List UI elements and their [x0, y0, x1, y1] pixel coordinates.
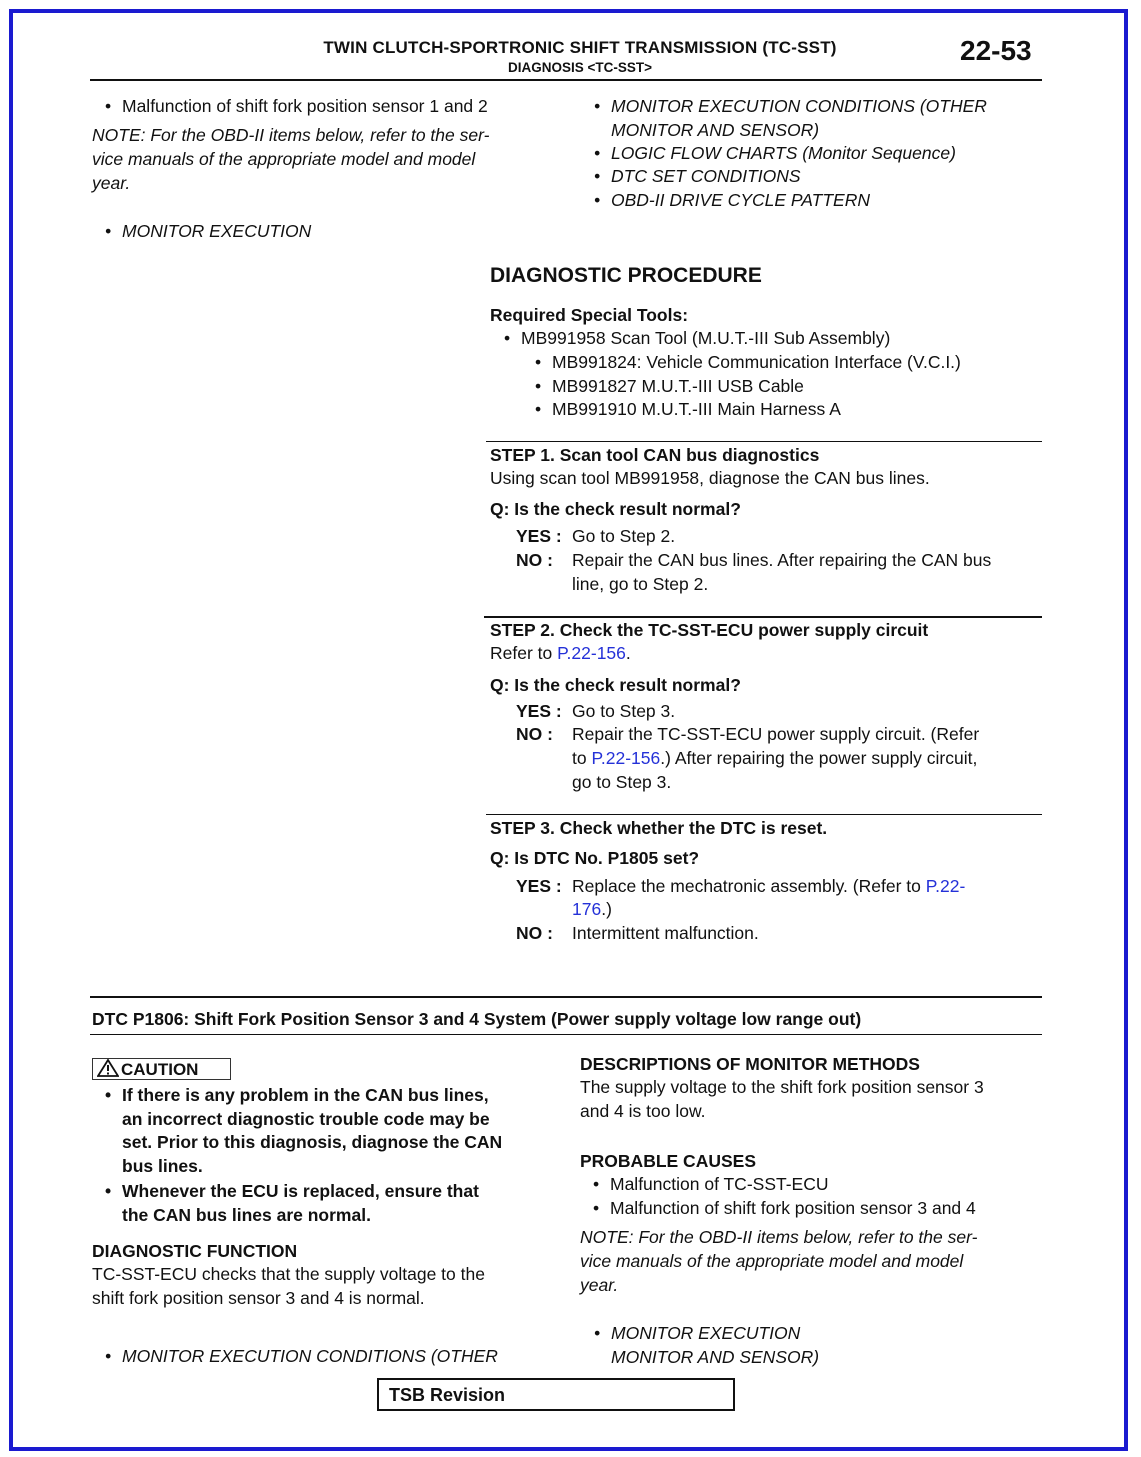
step1-no-label: NO :: [516, 550, 553, 570]
page-number: 22-53: [960, 35, 1032, 66]
link-p22-176-cont[interactable]: 176: [572, 899, 602, 919]
note-line: year.: [92, 173, 131, 193]
no-prefix: to: [572, 748, 592, 768]
caution-bullet-ecu: [122, 1180, 479, 1227]
step1-rule: [486, 441, 1042, 442]
cause-sensor-3-4: • Malfunction of shift fork position sensor 3 and 4: [610, 1197, 976, 1221]
caution-line: an incorrect diagnostic trouble code may be: [122, 1108, 490, 1129]
bullet-monitor-execution-bottom: [611, 1322, 819, 1369]
header-subtitle: DIAGNOSIS <TC-SST>: [507, 60, 653, 75]
bullet-dtc-set: • DTC SET CONDITIONS: [611, 165, 801, 189]
step1-question: Q: Is the check result normal?: [490, 499, 741, 519]
yes-suffix: .): [601, 899, 612, 919]
step3-no-label: NO :: [516, 923, 553, 943]
step3-no-text: Intermittent malfunction.: [572, 923, 759, 943]
note-line: year.: [580, 1275, 619, 1295]
note-line: vice manuals of the appropriate model and model: [92, 149, 476, 169]
step3-yes-line: [572, 875, 965, 899]
bullet-drive-cycle: • OBD-II DRIVE CYCLE PATTERN: [611, 189, 870, 213]
diag-function-heading: DIAGNOSTIC FUNCTION: [92, 1241, 298, 1261]
no-suffix: .) After repairing the power supply circuit,: [660, 748, 978, 768]
dtc-title: DTC P1806: Shift Fork Position Sensor 3 and 4 System (Power supply voltage low range out): [92, 1009, 862, 1029]
bullet-line: • MONITOR EXECUTION CONDITIONS (OTHER: [611, 96, 987, 116]
step2-refer: [490, 642, 631, 666]
bullet-line: MONITOR AND SENSOR): [611, 119, 820, 140]
yes-prefix: Replace the mechatronic assembly. (Refer to: [572, 876, 926, 896]
link-p22-176[interactable]: P.22-: [925, 876, 966, 896]
step2-no-label: NO :: [516, 724, 553, 744]
header-rule: [90, 79, 1042, 81]
bullet-sensor-1-2: • Malfunction of shift fork position sensor 1 and 2: [122, 95, 488, 119]
step2-no-line: Repair the TC-SST-ECU power supply circuit. (Refer: [572, 724, 980, 744]
caution-line: the CAN bus lines are normal.: [122, 1204, 371, 1225]
caution-line: bus lines.: [122, 1155, 203, 1176]
bullet-monitor-conditions-bottom: • MONITOR EXECUTION CONDITIONS (OTHER: [122, 1345, 498, 1369]
descriptions-line: The supply voltage to the shift fork position sensor 3: [580, 1077, 984, 1097]
step1-text: Using scan tool MB991958, diagnose the CAN bus lines.: [490, 468, 930, 488]
bullet-monitor-conditions: [611, 95, 987, 142]
step2-yes-label: YES :: [516, 701, 562, 721]
dtc-rule-top: [90, 996, 1042, 998]
caution-line: • If there is any problem in the CAN bus lines,: [122, 1085, 489, 1105]
step2-question: Q: Is the check result normal?: [490, 675, 741, 695]
caution-label: [92, 1058, 231, 1080]
warning-triangle-icon: [97, 1059, 119, 1077]
tsb-revision-box: TSB Revision: [377, 1378, 735, 1411]
step3-rule: [486, 814, 1042, 815]
step2-no-line: go to Step 3.: [572, 772, 672, 792]
caution-text: CAUTION: [121, 1060, 199, 1079]
step2-rule: [484, 616, 1042, 618]
note-line: vice manuals of the appropriate model and model: [580, 1251, 964, 1271]
step3-question: Q: Is DTC No. P1805 set?: [490, 848, 700, 868]
bullet-monitor-execution: • MONITOR EXECUTION: [122, 220, 311, 244]
step2-title: STEP 2. Check the TC-SST-ECU power supply circuit: [490, 620, 929, 640]
caution-line: set. Prior to this diagnosis, diagnose the CAN: [122, 1132, 503, 1152]
dtc-rule-bottom: [90, 1034, 1042, 1035]
caution-bullet-can: [122, 1084, 502, 1178]
step3-yes-label: YES :: [516, 876, 562, 896]
step2-no-line: [572, 747, 977, 771]
bullet-logic-flow: • LOGIC FLOW CHARTS (Monitor Sequence): [611, 142, 956, 166]
tool-scan-tool: • MB991958 Scan Tool (M.U.T.-III Sub Assembly): [521, 327, 890, 351]
diag-function-line: shift fork position sensor 3 and 4 is normal.: [92, 1288, 425, 1308]
procedure-heading: DIAGNOSTIC PROCEDURE: [490, 264, 762, 287]
caution-line: • Whenever the ECU is replaced, ensure that: [122, 1181, 479, 1201]
step1-yes-label: YES :: [516, 526, 562, 546]
step1-title: STEP 1. Scan tool CAN bus diagnostics: [490, 445, 820, 465]
step1-no-line: line, go to Step 2.: [572, 574, 709, 594]
tool-usb-cable: • MB991827 M.U.T.-III USB Cable: [552, 375, 804, 399]
step1-no-line: Repair the CAN bus lines. After repairing the CAN bus: [572, 550, 992, 570]
bullet-line: • MONITOR EXECUTION: [611, 1323, 801, 1343]
cause-ecu: • Malfunction of TC-SST-ECU: [610, 1173, 829, 1197]
bullet-line: MONITOR AND SENSOR): [611, 1346, 820, 1367]
link-p22-156[interactable]: P.22-156: [557, 643, 626, 663]
refer-suffix: .: [625, 643, 631, 663]
descriptions-heading: DESCRIPTIONS OF MONITOR METHODS: [580, 1054, 920, 1074]
step2-yes-text: Go to Step 3.: [572, 701, 676, 721]
note-line: NOTE: For the OBD-II items below, refer to the ser-: [92, 125, 490, 145]
descriptions-line: and 4 is too low.: [580, 1101, 706, 1121]
note-line: NOTE: For the OBD-II items below, refer to the ser-: [580, 1227, 978, 1247]
diag-function-line: TC-SST-ECU checks that the supply voltage to the: [92, 1264, 485, 1284]
step3-yes-line: [572, 898, 612, 922]
step3-title: STEP 3. Check whether the DTC is reset.: [490, 818, 828, 838]
tools-heading: Required Special Tools:: [490, 305, 689, 325]
step1-yes-text: Go to Step 2.: [572, 526, 676, 546]
tool-vci: • MB991824: Vehicle Communication Interface (V.C.I.): [552, 351, 961, 375]
link-p22-156[interactable]: P.22-156: [591, 748, 661, 768]
refer-prefix: Refer to: [490, 643, 558, 663]
header-title: TWIN CLUTCH-SPORTRONIC SHIFT TRANSMISSION (TC-SST): [323, 38, 837, 57]
tool-main-harness: • MB991910 M.U.T.-III Main Harness A: [552, 398, 841, 422]
probable-causes-heading: PROBABLE CAUSES: [580, 1151, 756, 1171]
